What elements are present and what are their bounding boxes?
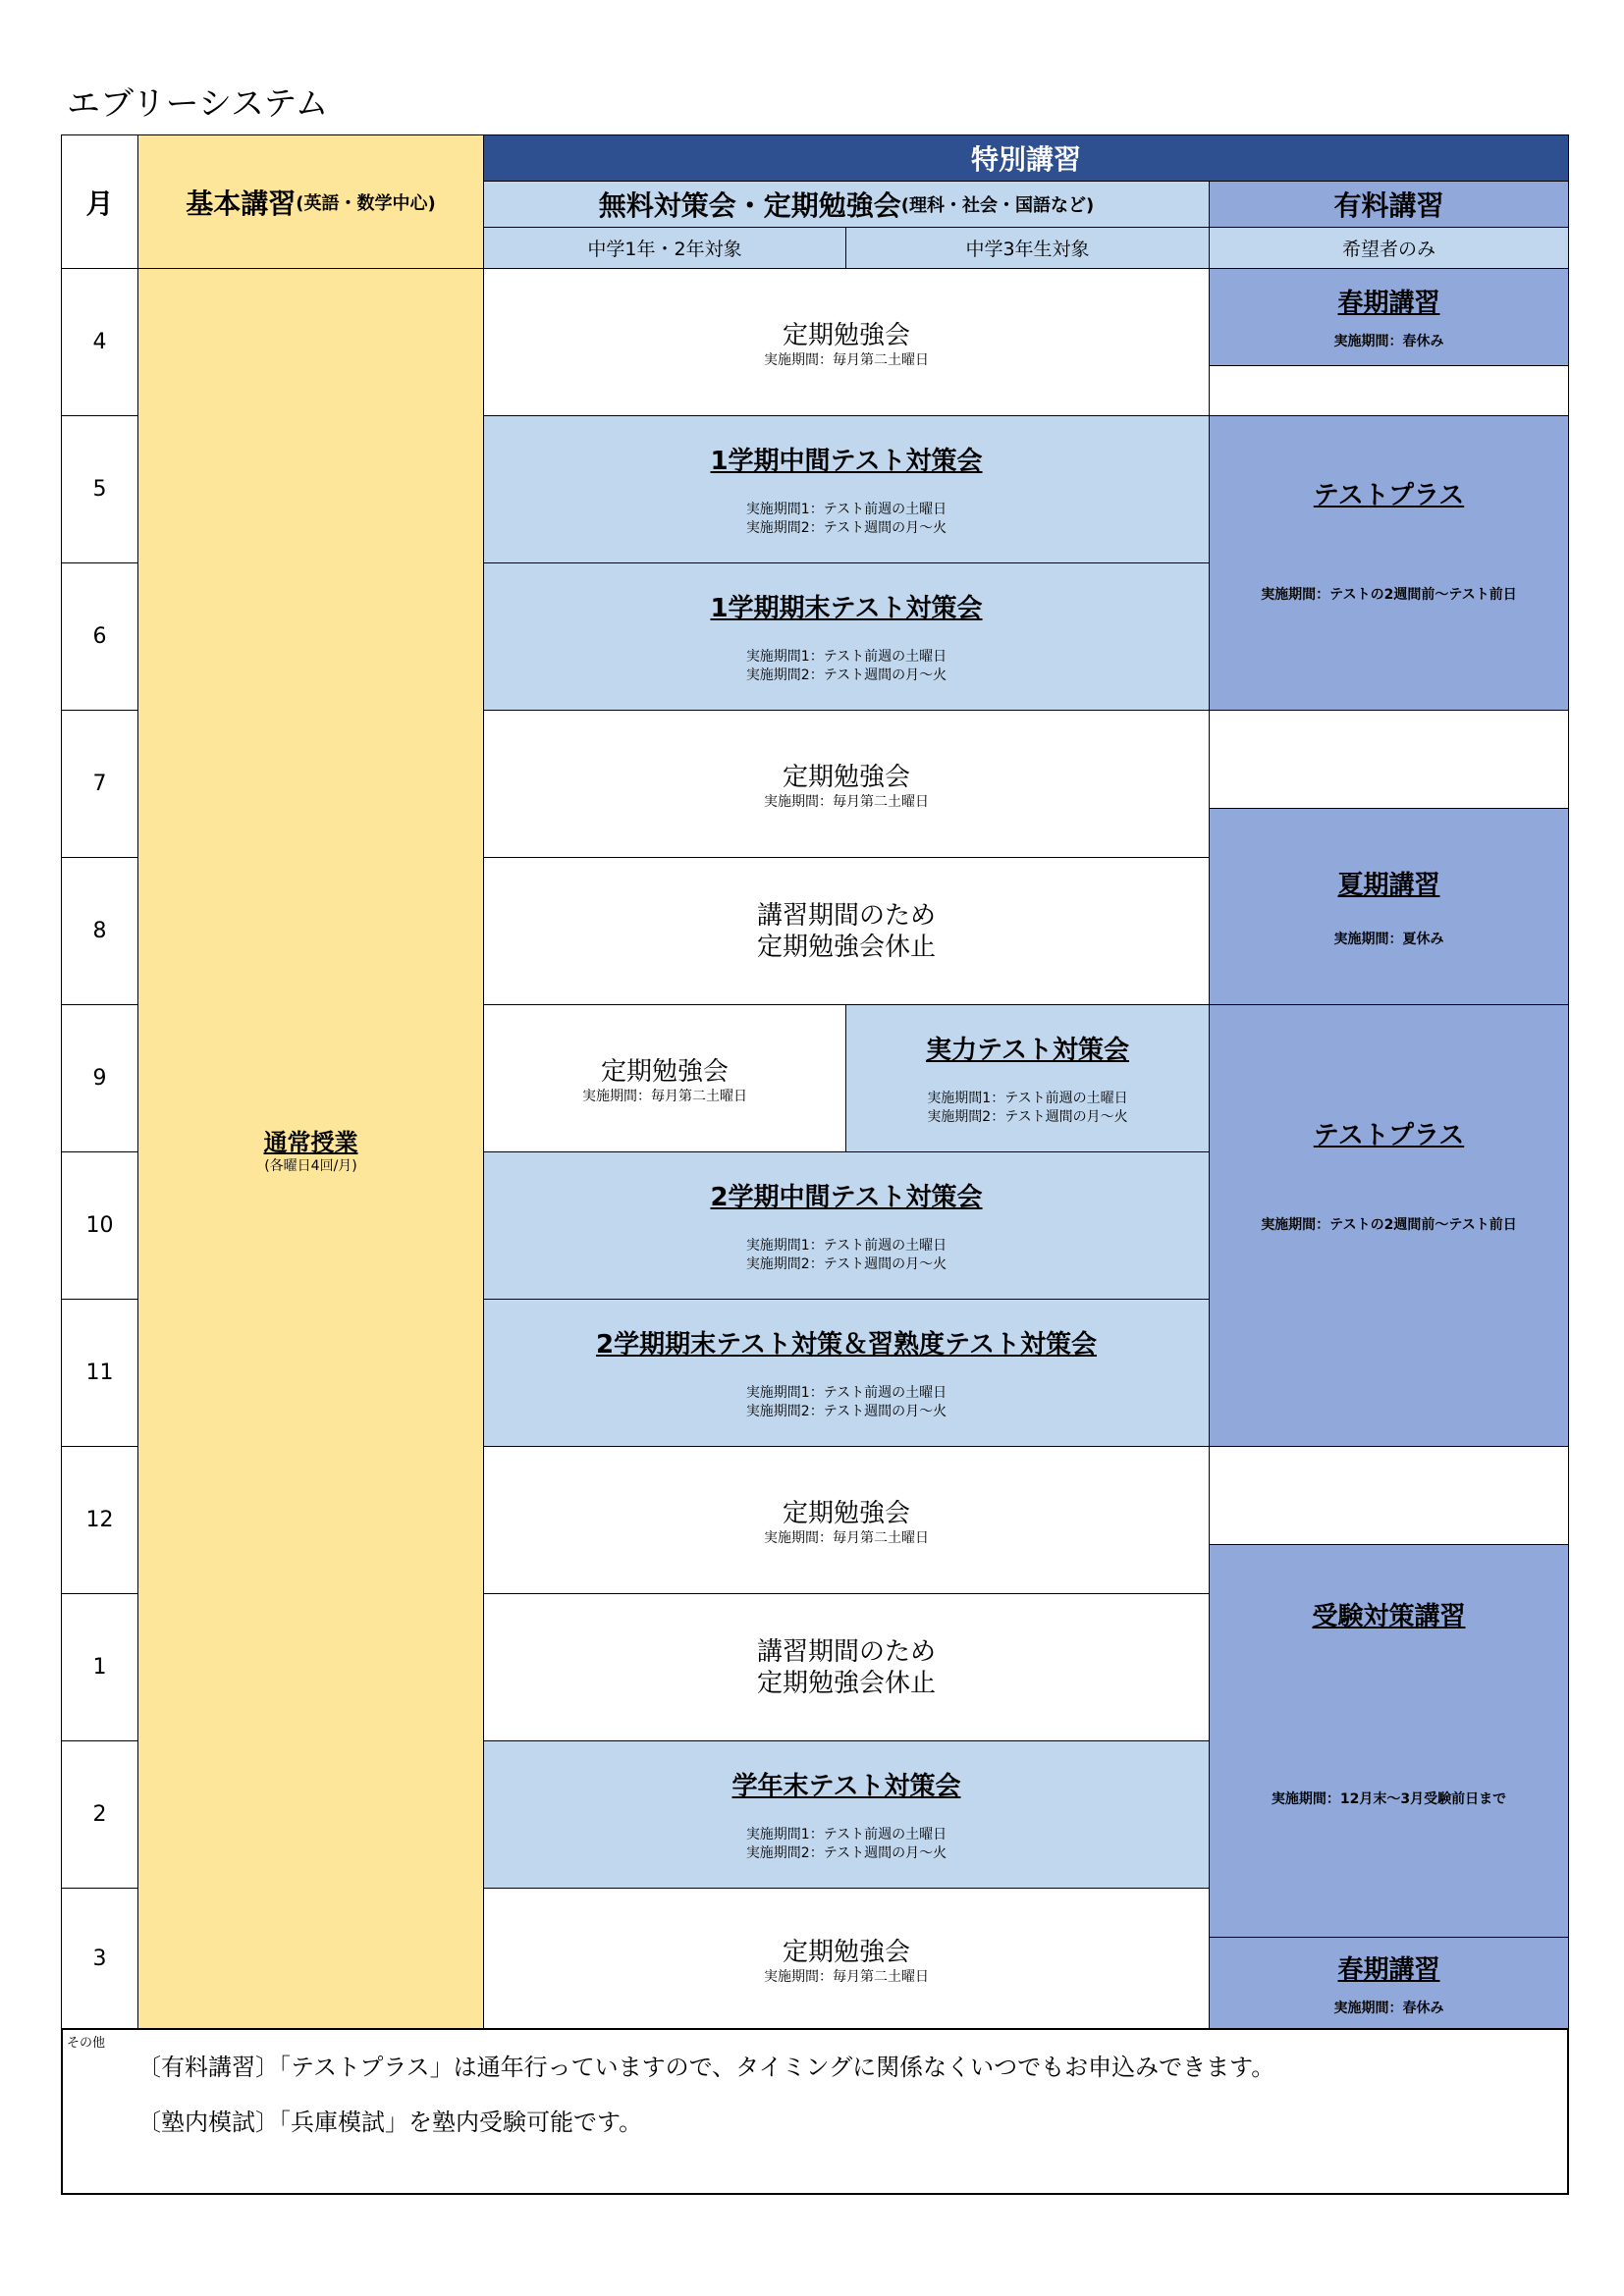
month-cell [61, 1888, 138, 2030]
paid-period: 実施期間：テストの2週間前～テスト前日 [1261, 587, 1517, 603]
page-title: エブリーシステム [67, 84, 329, 124]
month-label: 5 [92, 477, 107, 502]
regular-paused [483, 857, 1210, 1005]
event-title: 2学期中間テスト対策会 [710, 1183, 983, 1212]
event-period-1: 実施期間1：テスト前週の土曜日 [745, 1238, 947, 1254]
header-basic-note: (英語・数学中心) [296, 192, 436, 214]
event-period-2: 実施期間2：テスト週間の月～火 [745, 1845, 947, 1861]
paused-line-1: 講習期間のため [756, 900, 936, 931]
regular-title: 定期勉強会 [782, 320, 910, 350]
month-label: 3 [92, 1947, 107, 1971]
month-cell [61, 857, 138, 1005]
paused-line-1: 講習期間のため [756, 1636, 936, 1667]
month-label: 8 [92, 919, 107, 943]
header-paid-note [1209, 227, 1569, 269]
event-title: 実力テスト対策会 [926, 1036, 1129, 1065]
paid-title: テストプラス [1313, 1121, 1465, 1150]
paid-period: 実施期間：テストの2週間前～テスト前日 [1261, 1217, 1517, 1233]
month-cell [61, 415, 138, 563]
paid-period: 実施期間：春休み [1333, 2000, 1444, 2016]
paid-testplus [1209, 415, 1569, 711]
event-period-2: 実施期間2：テスト週間の月～火 [745, 667, 947, 683]
month-cell [61, 268, 138, 416]
month-cell [61, 1151, 138, 1300]
month-cell [61, 1593, 138, 1741]
header-special-label: 特別講習 [970, 143, 1081, 176]
regular-study-session [483, 1888, 1210, 2030]
regular-title: 定期勉強会 [782, 1937, 910, 1967]
month-label: 1 [92, 1655, 107, 1680]
paid-testplus [1209, 1004, 1569, 1447]
month-label: 10 [85, 1213, 114, 1238]
basic-class-title: 通常授業 [263, 1128, 358, 1156]
event-period-1: 実施期間1：テスト前週の土曜日 [745, 1385, 947, 1401]
month-cell [61, 1299, 138, 1447]
header-special [483, 134, 1569, 182]
header-basic-label: 基本講習 [186, 187, 297, 220]
paid-empty [1209, 1446, 1569, 1545]
event-t1-end [483, 562, 1210, 711]
header-grade3-label: 中学3年生対象 [965, 239, 1090, 260]
month-label: 12 [85, 1508, 114, 1532]
footer-line-2: 〔塾内模試〕「兵庫模試」を塾内受験可能です。 [137, 2109, 643, 2136]
paid-empty [1209, 710, 1569, 809]
footer-line-1: 〔有料講習〕「テストプラス」は通年行っていますので、タイミングに関係なくいつでもお申込みできます。 [137, 2054, 1275, 2081]
event-t1-mid [483, 415, 1210, 563]
month-label: 9 [92, 1066, 107, 1091]
regular-period: 実施期間：毎月第二土曜日 [764, 351, 929, 368]
event-t2-end [483, 1299, 1210, 1447]
paid-title: 受験対策講習 [1312, 1602, 1466, 1631]
header-grade12-label: 中学1年・2年対象 [587, 239, 742, 260]
event-period-2: 実施期間2：テスト週間の月～火 [927, 1109, 1128, 1125]
regular-study-session [483, 1446, 1210, 1594]
paid-period: 実施期間：春休み [1333, 334, 1444, 349]
paid-period: 実施期間：夏休み [1333, 931, 1444, 947]
header-free [483, 181, 1210, 228]
month-label: 7 [92, 772, 107, 796]
event-period-1: 実施期間1：テスト前週の土曜日 [745, 649, 947, 665]
event-year-end [483, 1740, 1210, 1889]
paid-title: 夏期講習 [1337, 870, 1440, 900]
basic-regular-class [137, 268, 484, 2030]
header-grade3 [845, 227, 1210, 269]
regular-period: 実施期間：毎月第二土曜日 [582, 1088, 747, 1104]
month-cell [61, 1004, 138, 1152]
header-free-note: (理科・社会・国語など) [900, 195, 1095, 216]
month-label: 11 [85, 1361, 114, 1385]
event-jitsuryoku [845, 1004, 1210, 1152]
event-period-2: 実施期間2：テスト週間の月～火 [745, 520, 947, 536]
regular-study-session [483, 710, 1210, 858]
event-title: 1学期中間テスト対策会 [710, 447, 983, 476]
header-basic [137, 134, 484, 269]
event-period-1: 実施期間1：テスト前週の土曜日 [745, 502, 947, 517]
regular-title: 定期勉強会 [600, 1056, 729, 1087]
paid-empty [1209, 365, 1569, 416]
paid-spring [1209, 268, 1569, 366]
regular-period: 実施期間：毎月第二土曜日 [764, 793, 929, 810]
month-label: 4 [92, 330, 107, 354]
paid-spring [1209, 1937, 1569, 2030]
regular-period: 実施期間：毎月第二土曜日 [764, 1529, 929, 1546]
event-period-2: 実施期間2：テスト週間の月～火 [745, 1256, 947, 1272]
regular-study-session [483, 1004, 846, 1152]
paid-title: テストプラス [1313, 481, 1465, 510]
event-title: 2学期期末テスト対策＆習熟度テスト対策会 [595, 1330, 1097, 1360]
regular-title: 定期勉強会 [782, 1498, 910, 1528]
header-free-label: 無料対策会・定期勉強会 [598, 189, 901, 222]
month-cell [61, 562, 138, 711]
header-paid-label: 有料講習 [1333, 189, 1444, 222]
header-paid [1209, 181, 1569, 228]
regular-title: 定期勉強会 [782, 762, 910, 792]
paused-line-2: 定期勉強会休止 [756, 1668, 936, 1698]
regular-study-session [483, 268, 1210, 416]
event-period-2: 実施期間2：テスト週間の月～火 [745, 1404, 947, 1419]
paid-exam [1209, 1544, 1569, 1938]
month-cell [61, 1446, 138, 1594]
footer-notes [61, 2028, 1569, 2195]
basic-class-note: (各曜日4回/月) [264, 1157, 357, 1174]
footer-label: その他 [67, 2036, 106, 2051]
paid-title: 春期講習 [1337, 289, 1440, 318]
month-cell [61, 1740, 138, 1889]
paid-period: 実施期間：12月末～3月受験前日まで [1271, 1791, 1507, 1807]
header-paid-note-label: 希望者のみ [1341, 239, 1435, 260]
event-title: 学年末テスト対策会 [731, 1772, 961, 1801]
month-label: 6 [92, 624, 107, 649]
paid-summer [1209, 808, 1569, 1005]
regular-paused [483, 1593, 1210, 1741]
event-t2-mid [483, 1151, 1210, 1300]
paused-line-2: 定期勉強会休止 [756, 932, 936, 962]
header-grade12 [483, 227, 846, 269]
event-title: 1学期期末テスト対策会 [710, 594, 983, 623]
event-period-1: 実施期間1：テスト前週の土曜日 [927, 1091, 1128, 1106]
paid-title: 春期講習 [1337, 1954, 1440, 1985]
event-period-1: 実施期間1：テスト前週の土曜日 [745, 1827, 947, 1842]
month-cell [61, 710, 138, 858]
header-month-label: 月 [85, 187, 114, 220]
regular-period: 実施期間：毎月第二土曜日 [764, 1968, 929, 1985]
header-month [61, 134, 138, 269]
month-label: 2 [92, 1802, 107, 1827]
